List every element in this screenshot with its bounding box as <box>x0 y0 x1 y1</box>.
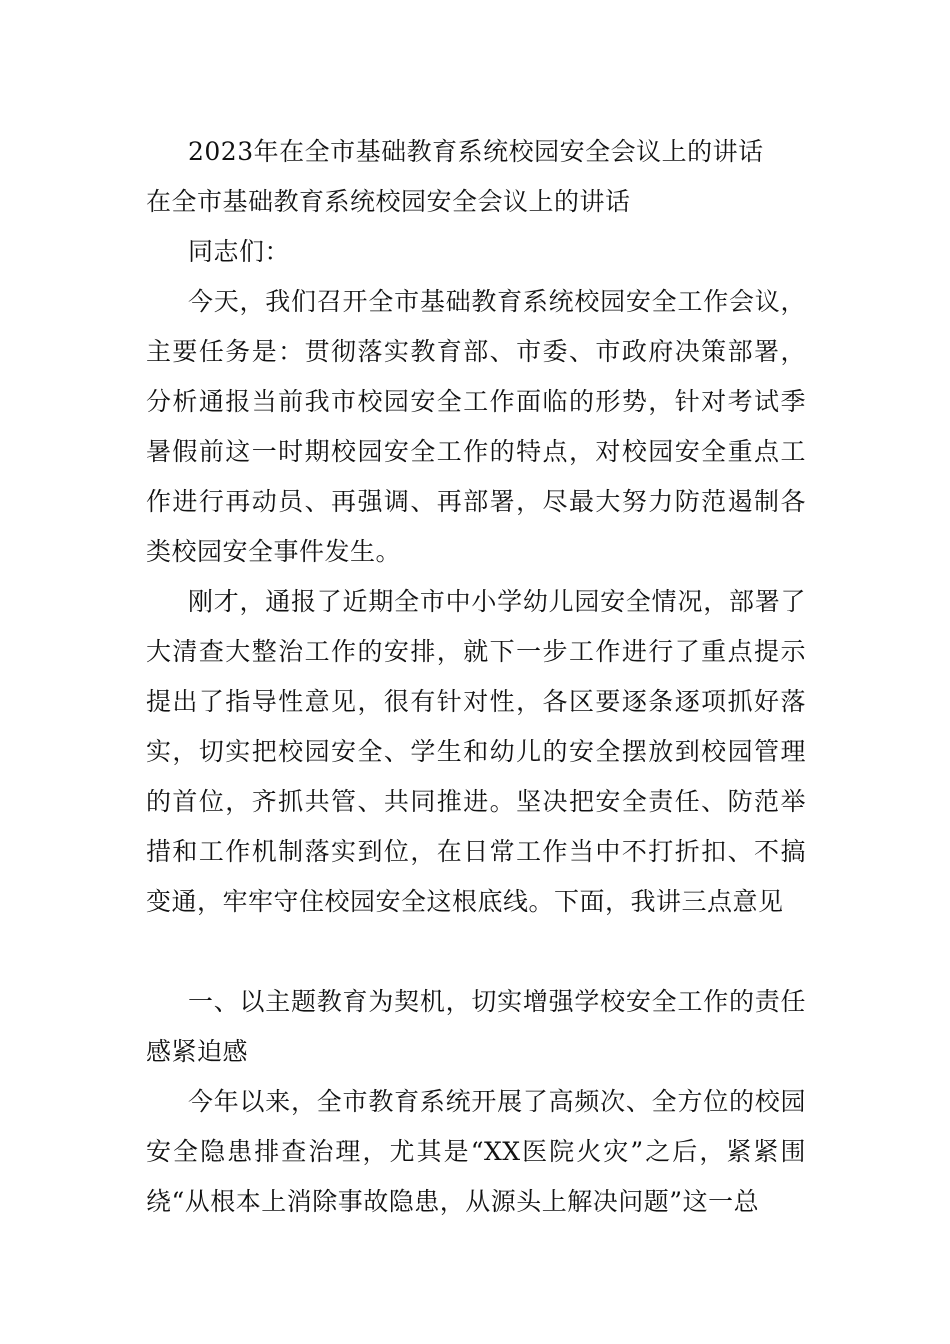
document-title: 2023年在全市基础教育系统校园安全会议上的讲话 <box>188 137 764 166</box>
document-subtitle: 在全市基础教育系统校园安全会议上的讲话 <box>146 187 631 216</box>
salutation: 同志们： <box>188 237 291 266</box>
section-paragraph: 今年以来，全市教育系统开展了高频次、全方位的校园安全隐患排查治理，尤其是“XX医院火灾”之后，紧紧围绕“从根本上消除事故隐患，从源头上解决问题”这一总 <box>146 1087 806 1216</box>
section-heading: 一、以主题教育为契机，切实增强学校安全工作的责任感紧迫感 <box>146 987 806 1066</box>
document-body <box>146 127 806 1227</box>
paragraph-2: 刚才，通报了近期全市中小学幼儿园安全情况，部署了大清查大整治工作的安排，就下一步工作进行了重点提示提出了指导性意见，很有针对性，各区要逐条逐项抓好落实，切实把校园安全、学生和幼儿的安全摆放到校园管理的首位，齐抓共管、共同推进。坚决把安全责任、防范举措和工作机制落实到位，在日常工作当中不打折扣、不搞变通，牢牢守住校园安全这根底线。下面，我讲三点意见 <box>146 587 806 916</box>
paragraph-1: 今天，我们召开全市基础教育系统校园安全工作会议，主要任务是：贯彻落实教育部、市委、市政府决策部署，分析通报当前我市校园安全工作面临的形势，针对考试季暑假前这一时期校园安全工作的特点，对校园安全重点工作进行再动员、再强调、再部署，尽最大努力防范遏制各类校园安全事件发生。 <box>146 287 806 566</box>
